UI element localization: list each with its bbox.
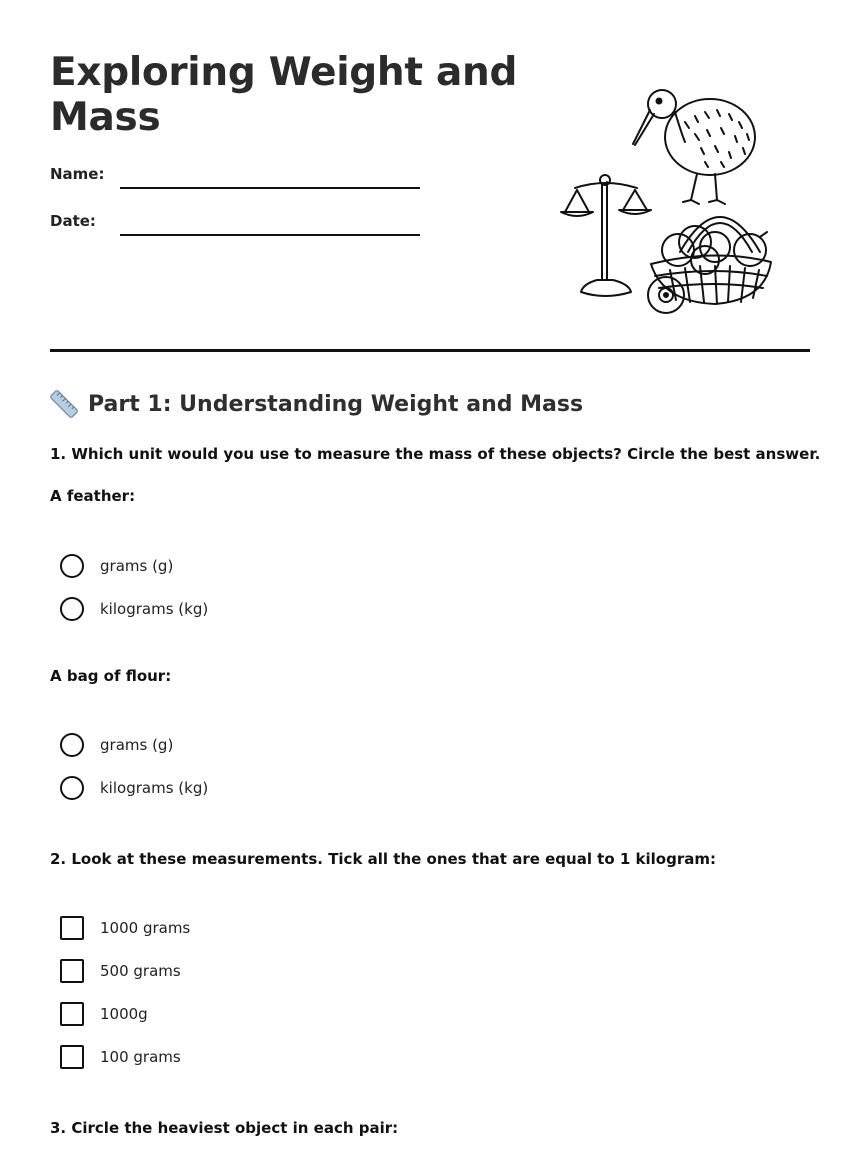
checkbox[interactable] — [60, 959, 84, 983]
part1-heading — [50, 388, 583, 420]
q2-option-1000-grams[interactable] — [60, 916, 190, 940]
ruler-icon — [50, 390, 78, 418]
q2-option-500-grams[interactable] — [60, 959, 181, 983]
name-label: Name: — [50, 165, 105, 183]
radio-circle[interactable] — [60, 776, 84, 800]
option-label: 100 grams — [100, 1048, 181, 1066]
radio-circle[interactable] — [60, 597, 84, 621]
radio-circle[interactable] — [60, 733, 84, 757]
date-field-line[interactable] — [120, 234, 420, 236]
q1-feather-option-grams[interactable] — [60, 554, 173, 578]
worksheet-title: Exploring Weight and Mass — [50, 50, 518, 140]
option-label: 500 grams — [100, 962, 181, 980]
kiwi-scale-basket-illustration — [555, 82, 780, 322]
header-divider — [50, 349, 810, 352]
q1-flour-option-grams[interactable] — [60, 733, 173, 757]
name-field-line[interactable] — [120, 187, 420, 189]
option-label: grams (g) — [100, 557, 174, 575]
q2-option-1000g[interactable] — [60, 1002, 148, 1026]
checkbox[interactable] — [60, 916, 84, 940]
checkbox[interactable] — [60, 1002, 84, 1026]
option-label: 1000 grams — [100, 919, 191, 937]
option-label: kilograms (kg) — [100, 600, 209, 618]
option-label: grams (g) — [100, 736, 174, 754]
question-3: 3. Circle the heaviest object in each pair: — [50, 1119, 399, 1137]
question-2: 2. Look at these measurements. Tick all the ones that are equal to 1 kilogram: — [50, 850, 716, 868]
question-1: 1. Which unit would you use to measure the mass of these objects? Circle the best answer. — [50, 445, 821, 463]
q1-item-feather-label: A feather: — [50, 487, 136, 505]
q1-feather-option-kilograms[interactable] — [60, 597, 208, 621]
q1-item-flour-label: A bag of flour: — [50, 667, 172, 685]
option-label: 1000g — [100, 1005, 148, 1023]
checkbox[interactable] — [60, 1045, 84, 1069]
q1-flour-option-kilograms[interactable] — [60, 776, 208, 800]
date-label: Date: — [50, 212, 96, 230]
q2-option-100-grams[interactable] — [60, 1045, 181, 1069]
part1-heading-text: Part 1: Understanding Weight and Mass — [88, 391, 584, 417]
option-label: kilograms (kg) — [100, 779, 209, 797]
radio-circle[interactable] — [60, 554, 84, 578]
